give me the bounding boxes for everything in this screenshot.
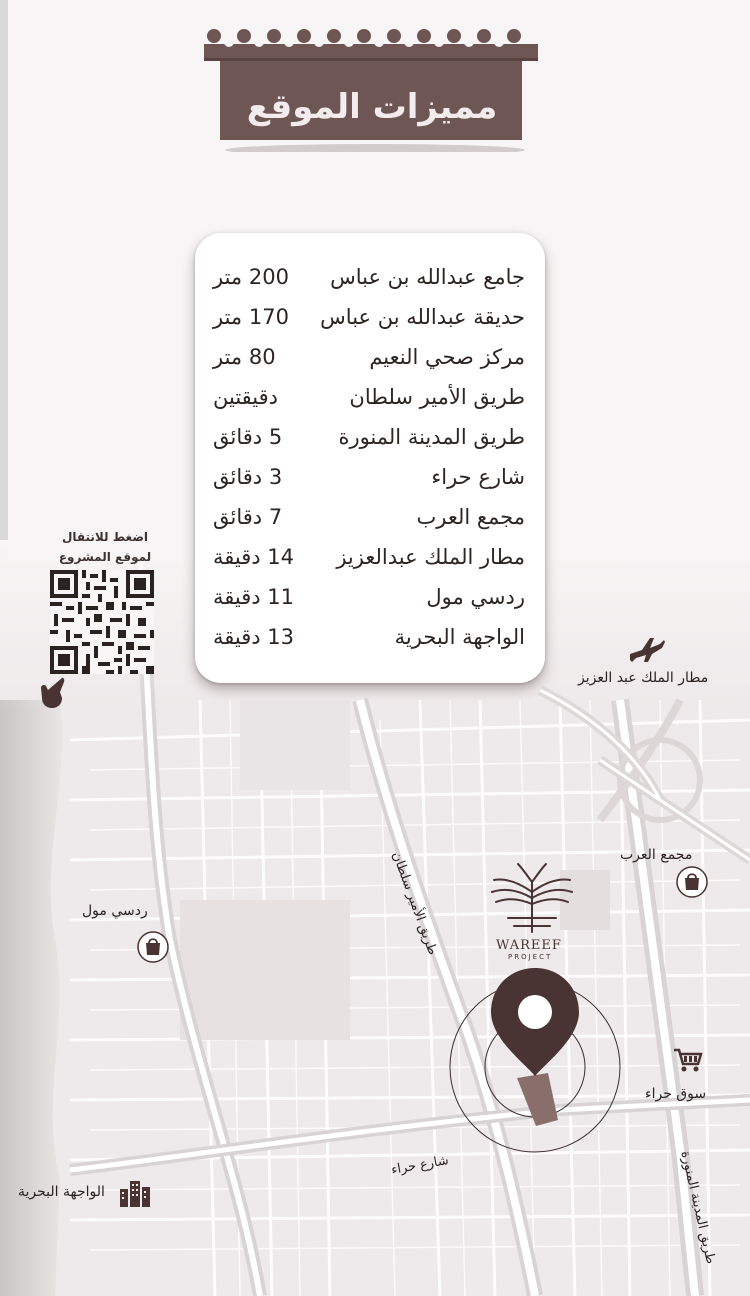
feature-value: 3 دقائق (213, 465, 283, 489)
feature-row (213, 257, 525, 297)
feature-row (213, 417, 525, 457)
location-pin-icon[interactable] (487, 966, 583, 1078)
feature-value: 11 دقيقة (213, 585, 295, 609)
logo-subtitle: PROJECT (508, 953, 553, 961)
feature-value: 13 دقيقة (213, 625, 295, 649)
building-icon (118, 1177, 152, 1209)
feature-row (213, 297, 525, 337)
qr-instruction (46, 527, 164, 567)
feature-value: دقيقتين (213, 385, 279, 409)
shopping-bag-icon (136, 930, 170, 964)
arab-mall-label: مجمع العرب (620, 847, 693, 863)
waterfront-label: الواجهة البحرية (18, 1184, 105, 1200)
feature-name: مجمع العرب (416, 505, 525, 529)
redsea-mall-label: ردسي مول (82, 903, 148, 919)
shopping-bag-icon (675, 865, 709, 899)
feature-row (213, 537, 525, 577)
feature-value: 5 دقائق (213, 425, 283, 449)
feature-row (213, 497, 525, 537)
feature-row (213, 577, 525, 617)
feature-row (213, 457, 525, 497)
feature-row (213, 337, 525, 377)
feature-value: 7 دقائق (213, 505, 283, 529)
page-title: مميزات الموقع (246, 87, 498, 127)
cart-icon (672, 1046, 704, 1074)
qr-instruction-line2: لموقع المشروع (58, 550, 152, 564)
feature-name: طريق الأمير سلطان (349, 385, 525, 409)
logo-name: WAREEF (496, 938, 562, 953)
tree-logo-icon (488, 862, 576, 936)
feature-row (213, 617, 525, 657)
hira-street-label: شارع حراء (390, 1153, 450, 1178)
feature-name: حديقة عبدالله بن عباس (320, 305, 525, 329)
feature-name: شارع حراء (431, 465, 525, 489)
feature-name: مطار الملك عبدالعزيز (336, 545, 525, 569)
feature-name: طريق المدينة المنورة (338, 425, 525, 449)
feature-row (213, 377, 525, 417)
madinah-road-label: طريق المدينة المنورة (677, 1149, 719, 1266)
prince-sultan-road-label: طريق الأمير سلطان (388, 849, 440, 958)
feature-name: جامع عبدالله بن عباس (330, 265, 525, 289)
airplane-icon (628, 632, 666, 664)
feature-value: 200 متر (213, 265, 289, 289)
feature-value: 14 دقيقة (213, 545, 295, 569)
qr-instruction-line1: اضغط للانتقال (61, 530, 149, 544)
airport-label: مطار الملك عبد العزيز (578, 670, 709, 686)
feature-name: مركز صحي النعيم (369, 345, 525, 369)
feature-name: الواجهة البحرية (394, 625, 525, 649)
souq-label: سوق حراء (645, 1086, 707, 1102)
features-card (195, 233, 545, 683)
qr-code[interactable] (50, 570, 154, 674)
feature-value: 170 متر (213, 305, 289, 329)
feature-value: 80 متر (213, 345, 276, 369)
feature-name: ردسي مول (426, 585, 525, 609)
hand-pointer-icon (36, 676, 66, 710)
